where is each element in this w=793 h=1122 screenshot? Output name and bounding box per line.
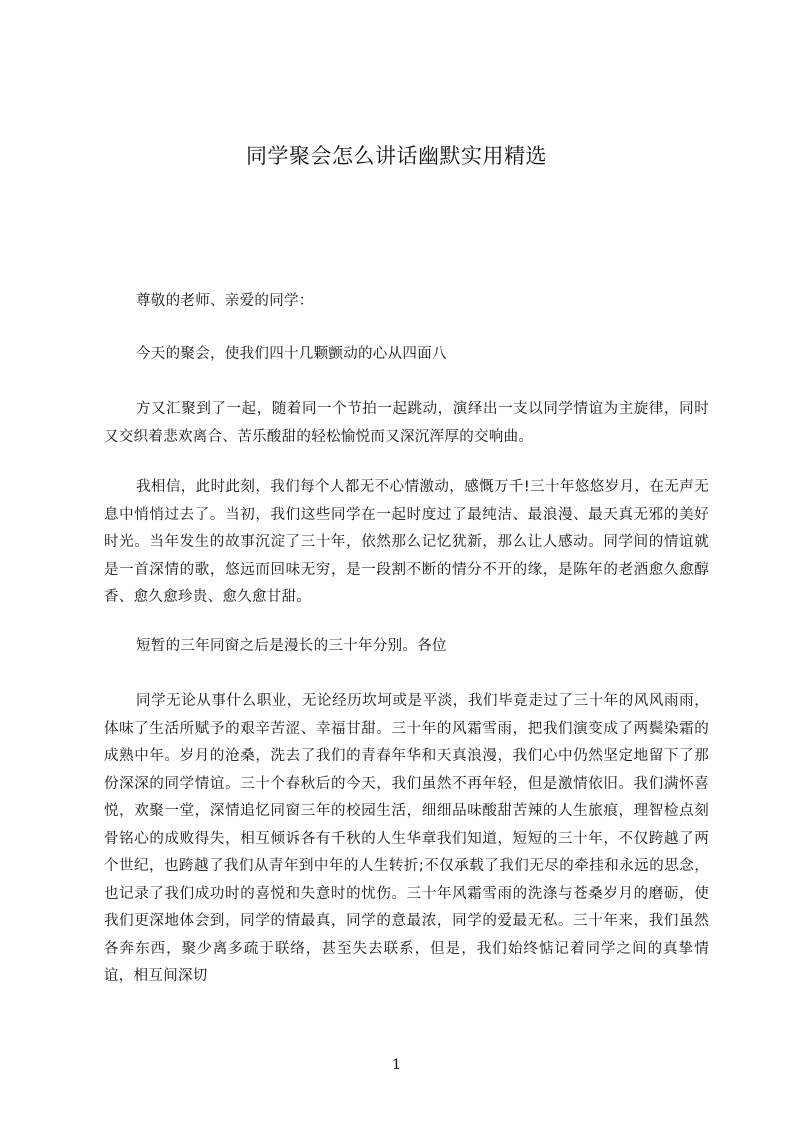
body-paragraph: 我相信，此时此刻，我们每个人都无不心情激动，感慨万千!三十年悠悠岁月，在无声无息中悄悄过去了。当初，我们这些同学在一起时度过了最纯洁、最浪漫、最天真无邪的美好时光。当年发生的故事沉淀了三十年，依然那么记忆犹新，那么让人感动。同学间的情谊就是一首深情的歌，悠远而回味无穷，是一段割不断的情分不开的缘，是陈年的老酒愈久愈醇香、愈久愈珍贵、愈久愈甘甜。 [104, 479, 709, 605]
salutation-paragraph: 尊敬的老师、亲爱的同学： [136, 293, 314, 309]
page-title: 同学聚会怎么讲话幽默实用精选 [246, 144, 547, 168]
body-paragraph: 方又汇聚到了一起，随着同一个节拍一起跳动，演绎出一支以同学情谊为主旋律，同时又交织着悲欢离合、苦乐酸甜的轻松愉悦而又深沉浑厚的交响曲。 [104, 401, 709, 445]
body-paragraph: 短暂的三年同窗之后是漫长的三十年分别。各位 [136, 638, 447, 654]
page-number: 1 [392, 1057, 401, 1073]
body-paragraph: 今天的聚会，使我们四十几颗颤动的心从四面八 [136, 346, 447, 362]
body-paragraph: 同学无论从事什么职业，无论经历坎坷或是平淡，我们毕竟走过了三十年的风风雨雨，体味了生活所赋予的艰辛苦涩、幸福甘甜。三十年的风霜雪雨，把我们演变成了两鬓染霜的成熟中年。岁月的沧桑，洗去了我们的青春年华和天真浪漫，我们心中仍然坚定地留下了那份深深的同学情谊。三十个春秋后的今天，我们虽然不再年轻，但是激情依旧。我们满怀喜悦，欢聚一堂，深情追忆同窗三年的校园生活，细细品味酸甜苦辣的人生旅痕，理智检点刻骨铭心的成败得失，相互倾诉各有千秋的人生华章我们知道，短短的三十年，不仅跨越了两个世纪，也跨越了我们从青年到中年的人生转折;不仅承载了我们无尽的牵挂和永远的思念，也记录了我们成功时的喜悦和失意时的忧伤。三十年风霜雪雨的洗涤与苍桑岁月的磨砺，使我们更深地体会到，同学的情最真，同学的意最浓，同学的爱最无私。三十年来，我们虽然各奔东西，聚少离多疏于联络，甚至失去联系，但是，我们始终惦记着同学之间的真挚情谊，相互间深切 [104, 693, 709, 984]
